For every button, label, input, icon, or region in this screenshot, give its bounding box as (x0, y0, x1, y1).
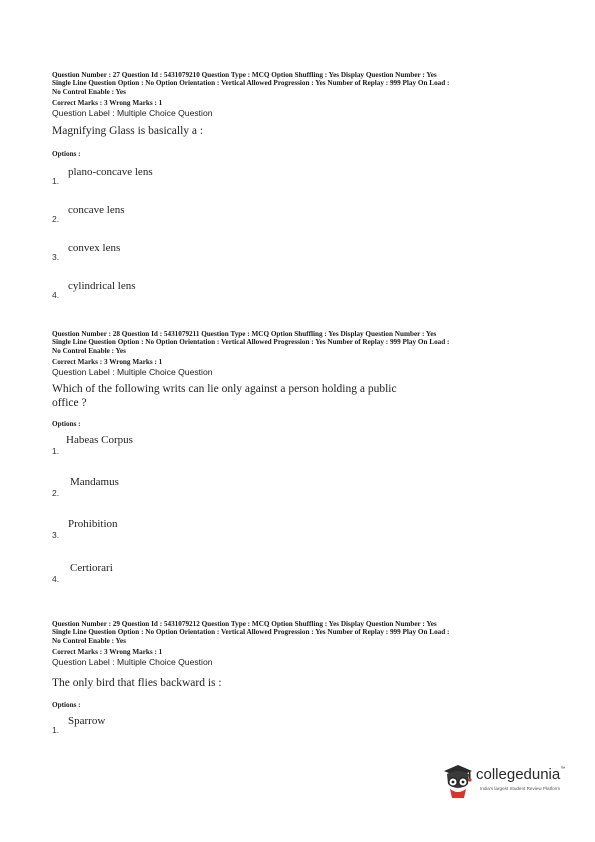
brand-name: collegedunia™ (476, 766, 566, 783)
question-marks: Correct Marks : 3 Wrong Marks : 1 (52, 99, 163, 108)
options-title: Options : (52, 150, 81, 159)
option-text: Habeas Corpus (66, 434, 133, 447)
question-meta-line-2: Single Line Question Option : No Option Orientation : Vertical Allowed Progression : Yes Number of Replay : 999 Play On Load : (52, 628, 450, 637)
question-text: Magnifying Glass is basically a : (52, 125, 204, 138)
question-label: Question Label : Multiple Choice Question (52, 657, 213, 668)
option-number: 4. (52, 290, 60, 301)
question-meta-line-3: No Control Enable : Yes (52, 636, 126, 645)
question-28 (52, 330, 552, 598)
question-meta-line-1: Question Number : 28 Question Id : 5431079211 Question Type : MCQ Option Shuffling : Yes Display Question Number : Yes (52, 330, 437, 338)
question-text: The only bird that flies backward is : (52, 677, 222, 690)
option-number: 1. (52, 725, 60, 736)
option-text: plano-concave lens (68, 166, 153, 179)
option-text: Mandamus (70, 476, 119, 489)
options-list (52, 158, 552, 318)
option-text: Prohibition (68, 518, 118, 531)
question-marks: Correct Marks : 3 Wrong Marks : 1 (52, 648, 163, 657)
question-meta-line-2: Single Line Question Option : No Option Orientation : Vertical Allowed Progression : Yes Number of Replay : 999 Play On Load : (52, 79, 450, 88)
options-title: Options : (52, 420, 81, 429)
option-number: 3. (52, 530, 60, 541)
options-title: Options : (52, 701, 81, 710)
option-text: convex lens (68, 242, 121, 255)
option-number: 1. (52, 446, 60, 457)
question-text-line-1: Which of the following writs can lie only against a person holding a public (52, 383, 397, 396)
question-meta-line-1: Question Number : 27 Question Id : 5431079210 Question Type : MCQ Option Shuffling : Yes Display Question Number : Yes (52, 71, 437, 79)
graduate-mascot-icon (440, 762, 476, 807)
option-number: 4. (52, 574, 60, 585)
collegedunia-logo (440, 762, 580, 802)
question-meta-line-3: No Control Enable : Yes (52, 346, 126, 355)
question-text-line-2: office ? (52, 397, 87, 410)
question-meta-line-2: Single Line Question Option : No Option Orientation : Vertical Allowed Progression : Yes Number of Replay : 999 Play On Load : (52, 338, 450, 347)
brand-tagline: India's largest Student Review Platform (480, 786, 561, 791)
option-number: 2. (52, 214, 60, 225)
option-text: Certiorari (70, 562, 113, 575)
question-27 (52, 71, 552, 318)
options-list (52, 428, 552, 598)
option-number: 1. (52, 176, 60, 187)
question-label: Question Label : Multiple Choice Question (52, 367, 213, 378)
option-number: 2. (52, 488, 60, 499)
question-meta-line-3: No Control Enable : Yes (52, 87, 126, 96)
options-list (52, 709, 552, 749)
question-label: Question Label : Multiple Choice Question (52, 108, 213, 119)
option-text: cylindrical lens (68, 280, 136, 293)
option-text: Sparrow (68, 715, 106, 728)
question-meta-line-1: Question Number : 29 Question Id : 5431079212 Question Type : MCQ Option Shuffling : Yes Display Question Number : Yes (52, 620, 437, 628)
question-29 (52, 620, 552, 749)
option-text: concave lens (68, 204, 125, 217)
option-number: 3. (52, 252, 60, 263)
question-marks: Correct Marks : 3 Wrong Marks : 1 (52, 358, 163, 367)
